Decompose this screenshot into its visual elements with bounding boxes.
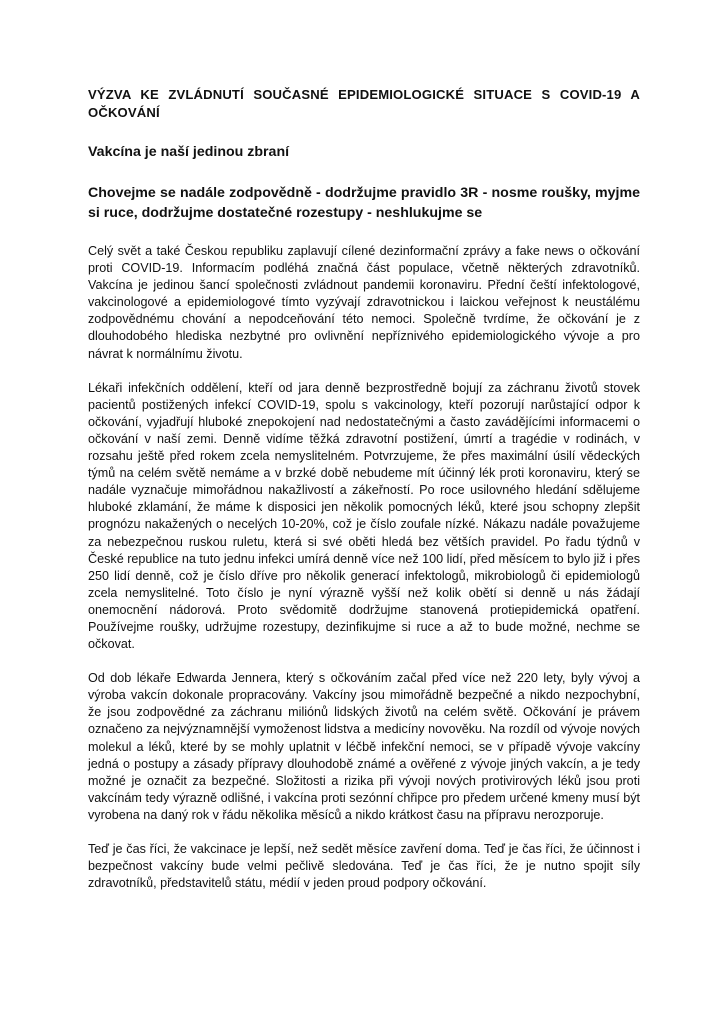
document-page (88, 86, 640, 909)
document-subtitle: Vakcína je naší jedinou zbraní (88, 144, 290, 160)
paragraph-vaccine-history: Od dob lékaře Edwarda Jennera, který s očkováním začal před více než 220 lety, byly vývoj a výroba vakcín dokonale propracovány. Vakcíny jsou mimořádně bezpečné a nikdo nezpochybní, že jsou zodpovědné za záchranu miliónů lidských životů na celém světě. Očkování je právem označeno za nejvýznamnější vymoženost lidstva a medicíny novověku. Na rozdíl od vývoje nových molekul a léků, které by se mohly uplatnit v léčbě infekční nemoci, se v případě vývoje vakcíny jedná o postupy a zásady přípravy dlouhodobě známé a ověřené z vývoje jiných vakcín, a je tedy možné je označit za bezpečné. Složitosti a rizika při vývoji nových protivirových léků jsou proti vakcínám tedy výrazně odlišné, i vakcína proti sezónní chřipce pro předem určené kmeny musí být vyrobena na daný rok v řádu několika měsíců a nikdo krátkost času na přípravu nerozporuje. (88, 671, 640, 822)
paragraph-physicians: Lékaři infekčních oddělení, kteří od jara denně bezprostředně bojují za záchranu životů stovek pacientů postižených infekcí COVID-19, spolu s vakcinology, kteří pozorují narůstající odpor k očkování, vyjadřují hluboké znepokojení nad nedostatečnými a často zavádějícími informacemi o očkování v naší zemi. Denně vidíme těžká zdravotní postižení, úmrtí a tragédie v rodinách, v rozsahu ještě před rokem zcela nemyslitelném. Potvrzujeme, že přes maximální úsilí vědeckých týmů na celém světě nemáme a v brzké době nebudeme mít účinný lék proti koronaviru, který se nadále vyznačuje mimořádnou nakažlivostí a zákeřností. Po roce usilovného hledání sdělujeme hluboké zklamání, že máme k disposici jen několik pomocných léků, které jsou schopny zlepšit prognózu nakažených o necelých 10-20%, což je číslo zoufale nízké. Nákazu nadále považujeme za nebezpečnou ruskou ruletu, která si své oběti hledá bez větších pravidel. Po řadu týdnů v České republice na tuto jednu infekci umírá denně více než 100 lidí, před měsícem to bylo již i přes 250 lidí denně, což je číslo dříve pro několik generací infektologů, mikrobiologů či epidemiologů zcela nemyslitelné. Toto číslo je nyní výrazně vyšší než kolik obětí si denně u nás žádají onemocnění nádorová. Proto svědomitě dodržujme stanovená protiepidemická opatření. Používejme roušky, udržujme rozestupy, dezinfikujme si ruce a až to bude možné, nechme se očkovat. (88, 380, 640, 652)
document-slogan: Chovejme se nadále zodpovědně - dodržujme pravidlo 3R - nosme roušky, myjme si ruce, dodržujme dostatečné rozestupy - neshlukujme se (88, 185, 640, 221)
paragraph-call-to-action: Teď je čas říci, že vakcinace je lepší, než sedět měsíce zavření doma. Teď je čas říci, že účinnost i bezpečnost vakcíny bude velmi pečlivě sledována. Teď je čas říci, že je nutno spojit síly zdravotníků, představitelů státu, médií v jeden proud podpory očkování. (88, 842, 640, 891)
document-title: VÝZVA KE ZVLÁDNUTÍ SOUČASNÉ EPIDEMIOLOGICKÉ SITUACE S COVID-19 A OČKOVÁNÍ (88, 87, 640, 120)
paragraph-intro: Celý svět a také Českou republiku zaplavují cílené dezinformační zprávy a fake news o očkování proti COVID-19. Informacím podléhá značná část populace, včetně některých zdravotníků. Vakcína je jedinou šancí společnosti zvládnout pandemii koronaviru. Přední čeští infektologové, vakcinologové a epidemiologové tímto vyzývají zdravotnickou i laickou veřejnost k neustálému zodpovědnému chování a nepodceňování této nemoci. Společně tvrdíme, že očkování je z dlouhodobého hlediska nezbytné pro ovlivnění nepříznivého epidemiologického vývoje a pro návrat k normálnímu životu. (88, 244, 640, 361)
